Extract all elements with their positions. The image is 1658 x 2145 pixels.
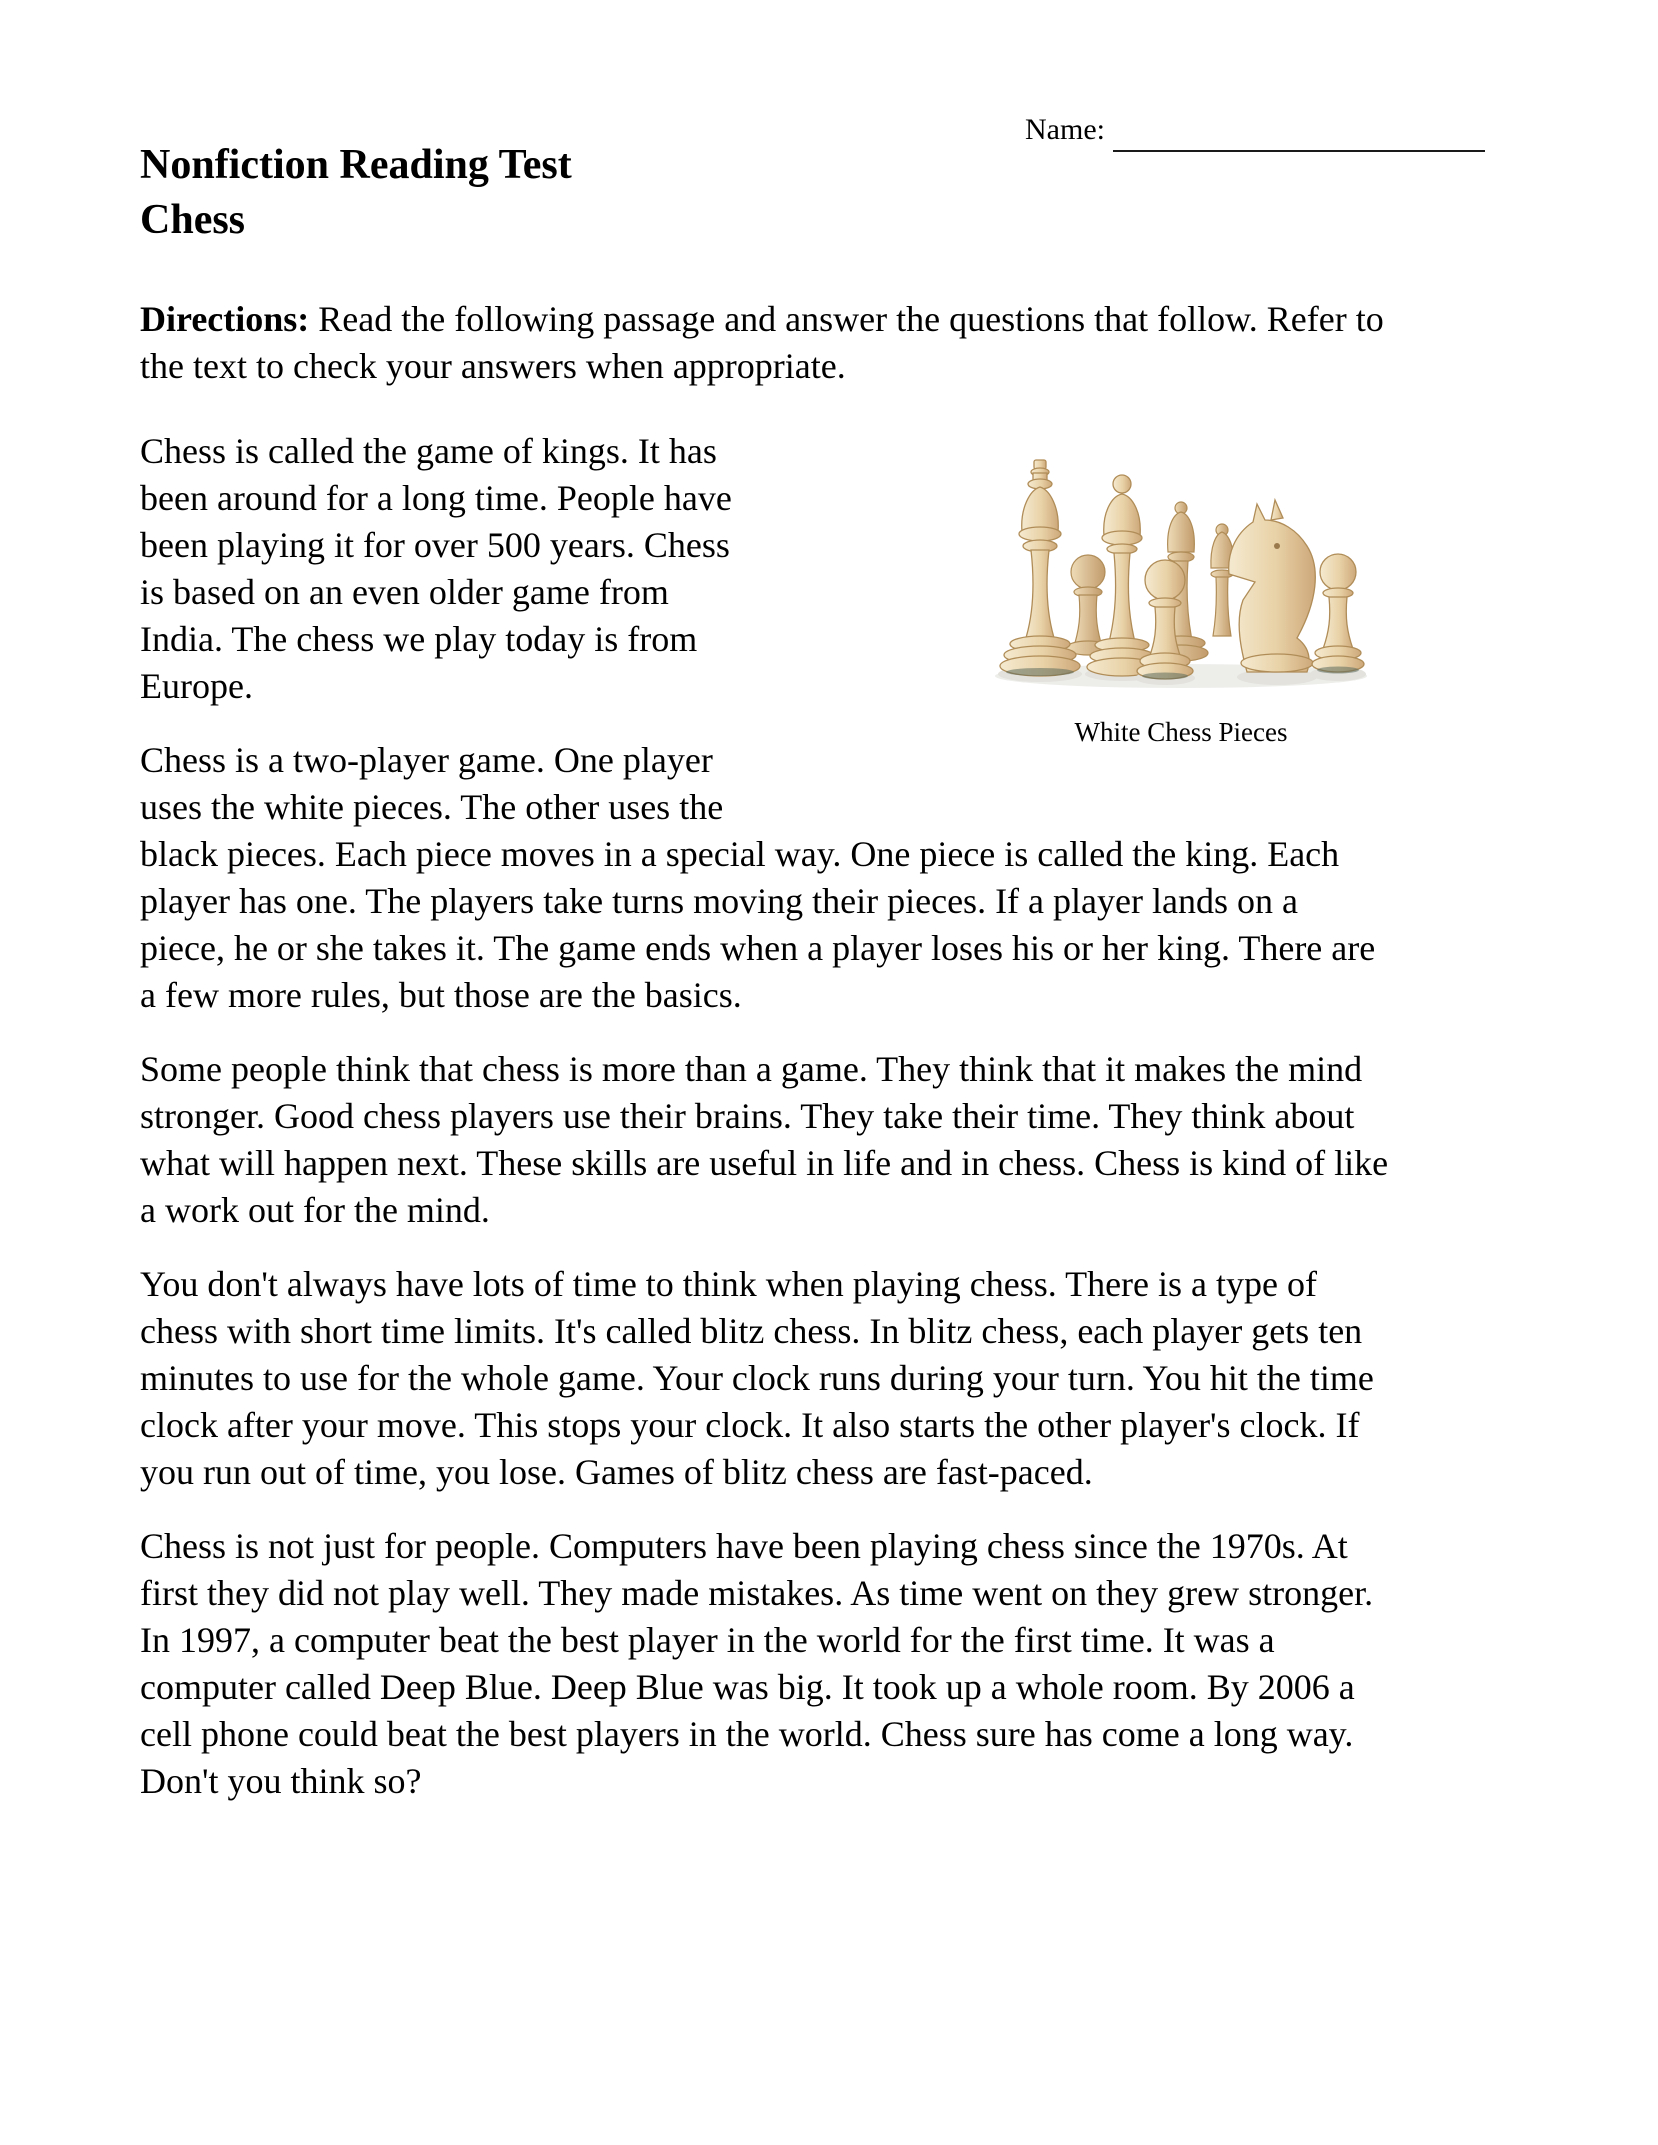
passage-paragraph-2 [140, 737, 1510, 1019]
text-line: Some people think that chess is more than a game. They think that it makes the mind [140, 1049, 1363, 1089]
figure-caption: White Chess Pieces [1074, 717, 1288, 747]
name-label: Name: [1025, 113, 1105, 146]
text-line: Don't you think so? [140, 1761, 422, 1801]
passage-paragraph-1 [140, 428, 1510, 710]
text-line: been playing it for over 500 years. Chess [140, 525, 730, 565]
text-line: the text to check your answers when appropriate. [140, 346, 846, 386]
text-line: uses the white pieces. The other uses the [140, 787, 724, 827]
text-line: stronger. Good chess players use their brains. They take their time. They think about [140, 1096, 1355, 1136]
text-line: black pieces. Each piece moves in a special way. One piece is called the king. Each [140, 834, 1340, 874]
text-line: a few more rules, but those are the basics. [140, 975, 742, 1015]
text-line: You don't always have lots of time to think when playing chess. There is a type of [140, 1264, 1317, 1304]
text-line: computer called Deep Blue. Deep Blue was big. It took up a whole room. By 2006 a [140, 1667, 1355, 1707]
directions-label: Directions: [140, 299, 310, 339]
name-field-row [1025, 108, 1485, 152]
text-line: piece, he or she takes it. The game ends when a player loses his or her king. There are [140, 928, 1376, 968]
text-line: minutes to use for the whole game. Your clock runs during your turn. You hit the time [140, 1358, 1374, 1398]
text-line: cell phone could beat the best players in the world. Chess sure has come a long way. [140, 1714, 1354, 1754]
text-line: chess with short time limits. It's called blitz chess. In blitz chess, each player gets ten [140, 1311, 1363, 1351]
passage-paragraph-3 [140, 1046, 1510, 1234]
text-line [140, 296, 1510, 343]
text-line: Chess is not just for people. Computers have been playing chess since the 1970s. At [140, 1526, 1348, 1566]
text-line: a work out for the mind. [140, 1190, 490, 1230]
text-line: you run out of time, you lose. Games of blitz chess are fast-paced. [140, 1452, 1093, 1492]
text-line: In 1997, a computer beat the best player in the world for the first time. It was a [140, 1620, 1275, 1660]
text-line: Chess is a two-player game. One player [140, 740, 713, 780]
page-title: Nonfiction Reading Test [140, 142, 572, 188]
text-line: player has one. The players take turns moving their pieces. If a player lands on a [140, 881, 1298, 921]
directions-text: Read the following passage and answer the questions that follow. Refer to [309, 299, 1384, 339]
passage-content [140, 296, 1510, 1832]
text-line: is based on an even older game from [140, 572, 669, 612]
text-line: Europe. [140, 666, 253, 706]
text-line: first they did not play well. They made mistakes. As time went on they grew stronger. [140, 1573, 1374, 1613]
name-blank-line[interactable] [1113, 110, 1485, 152]
passage-paragraph-5 [140, 1523, 1510, 1805]
page-subtitle: Chess [140, 197, 246, 243]
text-line: been around for a long time. People have [140, 478, 732, 518]
text-line: what will happen next. These skills are useful in life and in chess. Chess is kind of like [140, 1143, 1389, 1183]
text-line: clock after your move. This stops your clock. It also starts the other player's clock. If [140, 1405, 1360, 1445]
text-line: India. The chess we play today is from [140, 619, 698, 659]
text-line: Chess is called the game of kings. It has [140, 431, 717, 471]
directions-paragraph [140, 296, 1510, 390]
passage-paragraph-4 [140, 1261, 1510, 1496]
